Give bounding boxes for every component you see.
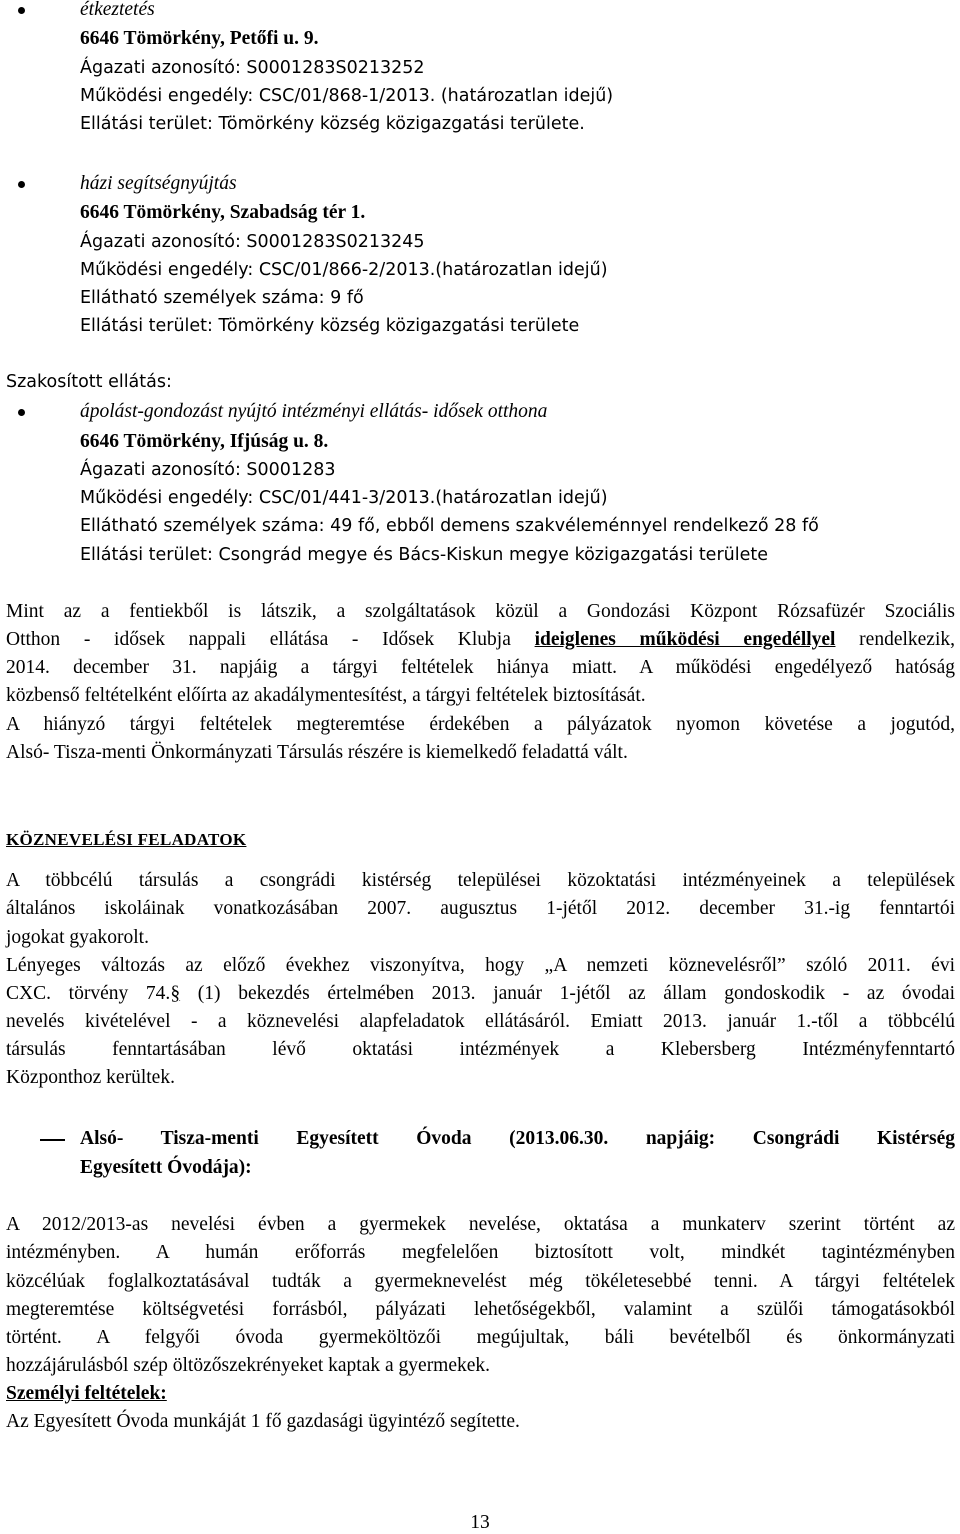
service-address: 6646 Tömörkény, Petőfi u. 9. xyxy=(80,28,319,49)
paragraph-line xyxy=(6,982,955,1006)
paragraph-line: közcélúak foglalkoztatásával tudták a gyermeknevelést még tökéletesebbé tenni. A tárgyi feltételek xyxy=(6,1271,955,1292)
text-run: (1) bekezdés értelmében 2013. január 1-jétől az állam gondoskodik - az óvodai xyxy=(180,983,955,1004)
operating-license: Működési engedély: CSC/01/868-1/2013. (határozatlan idejű) xyxy=(80,86,614,106)
paragraph-line: intézményben. A humán erőforrás megfelelően biztosított volt, mindkét tagintézményben xyxy=(6,1242,955,1263)
section-heading: Szakosított ellátás: xyxy=(6,372,172,392)
paragraph-line: nevelés kivételével - a köznevelési alapfeladatok ellátásáról. Emiatt 2013. január 1.-től a többcélú xyxy=(6,1011,955,1032)
operating-license: Működési engedély: CSC/01/441-3/2013.(határozatlan idejű) xyxy=(80,488,608,508)
paragraph-line: jogokat gyakorolt. xyxy=(6,927,149,948)
section-title: KÖZNEVELÉSI FELADATOK xyxy=(6,830,247,849)
paragraph-line: Központhoz kerültek. xyxy=(6,1067,175,1088)
paragraph-line xyxy=(6,628,955,652)
service-name: ápolást-gondozást nyújtó intézményi ellátás- idősek otthona xyxy=(80,401,548,422)
sector-id: Ágazati azonosító: S0001283 xyxy=(80,460,336,480)
emphasis-text: ideiglenes működési engedéllyel xyxy=(534,629,836,650)
text-run: rendelkezik, xyxy=(835,629,956,650)
service-capacity: Ellátható személyek száma: 9 fő xyxy=(80,288,364,308)
paragraph-line: Az Egyesített Óvoda munkáját 1 fő gazdasági ügyintéző segítette. xyxy=(6,1411,520,1432)
text-run: CXC. törvény 74. xyxy=(6,983,171,1004)
paragraph-line: általános iskoláinak vonatkozásában 2007. augusztus 1-jétől 2012. december 31.-ig fenntartói xyxy=(6,898,955,919)
subsection-heading: Személyi feltételek: xyxy=(6,1383,167,1404)
bullet-icon xyxy=(18,409,25,416)
paragraph-line: társulás fenntartásában lévő oktatási intézmények a Klebersberg Intézményfenntartó xyxy=(6,1039,955,1060)
paragraph-line: 2014. december 31. napjáig a tárgyi feltételek hiánya miatt. A működési engedélyező hatóság xyxy=(6,657,955,678)
dash-bullet-icon xyxy=(40,1139,65,1141)
service-area: Ellátási terület: Csongrád megye és Bács-Kiskun megye közigazgatási területe xyxy=(80,545,768,565)
text-run: Otthon - idősek nappali ellátása - Idősek Klubja xyxy=(6,629,535,650)
paragraph-line: történt. A felgyői óvoda gyermeköltözői megújultak, báli bevételből és önkormányzati xyxy=(6,1327,955,1348)
service-area: Ellátási terület: Tömörkény község közigazgatási területe xyxy=(80,316,580,336)
paragraph-line: hozzájárulásból szép öltözőszekrényeket kaptak a gyermekek. xyxy=(6,1355,491,1376)
bullet-icon xyxy=(18,181,25,188)
paragraph-line: Alsó- Tisza-menti Önkormányzati Társulás részére is kiemelkedő feladattá vált. xyxy=(6,742,628,763)
paragraph-line: Lényeges változás az előző évekhez viszonyítva, hogy „A nemzeti köznevelésről” szóló 2011. évi xyxy=(6,955,955,976)
sector-id: Ágazati azonosító: S0001283S0213252 xyxy=(80,58,425,78)
paragraph-line: megteremtése költségvetési forrásból, pályázati lehetőségekből, valamint a szülői támogatásokból xyxy=(6,1299,955,1320)
section-symbol: § xyxy=(170,983,181,1004)
operating-license: Működési engedély: CSC/01/866-2/2013.(határozatlan idejű) xyxy=(80,260,608,280)
service-name: étkeztetés xyxy=(80,0,155,20)
paragraph-line: A többcélú társulás a csongrádi kistérség települései közoktatási intézményeinek a települések xyxy=(6,870,955,891)
service-area: Ellátási terület: Tömörkény község közigazgatási területe. xyxy=(80,114,585,134)
paragraph-line: A 2012/2013-as nevelési évben a gyermekek nevelése, oktatása a munkaterv szerint történt az xyxy=(6,1214,955,1235)
service-name: házi segítségnyújtás xyxy=(80,173,237,194)
page-number: 13 xyxy=(470,1512,490,1533)
institution-title: Egyesített Óvodája): xyxy=(80,1157,252,1178)
service-address: 6646 Tömörkény, Ifjúság u. 8. xyxy=(80,431,329,452)
bullet-icon xyxy=(18,7,25,14)
paragraph-line: közbenső feltételként előírta az akadálymentesítést, a tárgyi feltételek biztosítását. xyxy=(6,685,646,706)
service-capacity: Ellátható személyek száma: 49 fő, ebből demens szakvéleménnyel rendelkező 28 fő xyxy=(80,516,819,536)
paragraph-line: Mint az a fentiekből is látszik, a szolgáltatások közül a Gondozási Központ Rózsafüzér Szociális xyxy=(6,601,955,622)
institution-title: Alsó- Tisza-menti Egyesített Óvoda (2013.06.30. napjáig: Csongrádi Kistérség xyxy=(80,1128,955,1149)
sector-id: Ágazati azonosító: S0001283S0213245 xyxy=(80,232,425,252)
service-address: 6646 Tömörkény, Szabadság tér 1. xyxy=(80,202,366,223)
paragraph-line: A hiányzó tárgyi feltételek megteremtése érdekében a pályázatok nyomon követése a jogutód, xyxy=(6,714,955,735)
